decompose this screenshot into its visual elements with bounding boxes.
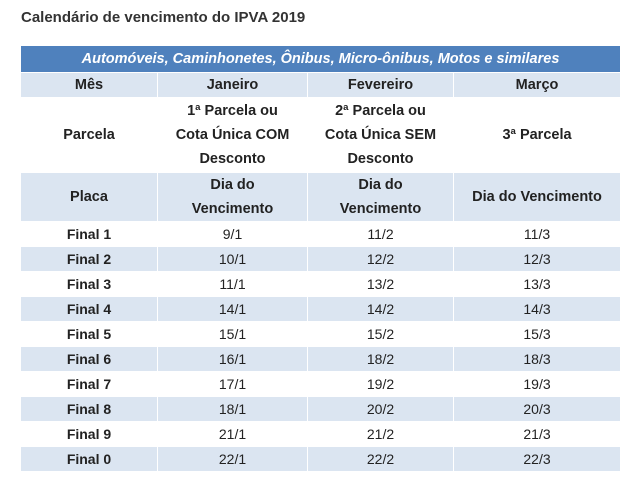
page-title: Calendário de vencimento do IPVA 2019 [21, 9, 306, 26]
parcela-february-line: Desconto [347, 151, 414, 167]
due-date-january: 11/1 [158, 272, 308, 297]
ipva-calendar-table [20, 45, 621, 472]
due-date-january: 21/1 [158, 422, 308, 447]
due-date-february: 20/2 [308, 397, 454, 422]
plate-final: Final 0 [21, 447, 158, 472]
plate-final: Final 9 [21, 422, 158, 447]
due-date-february: 22/2 [308, 447, 454, 472]
table-row [21, 322, 621, 347]
table-row [21, 347, 621, 372]
parcela-label: Parcela [21, 98, 158, 173]
due-day-march-line: Dia do Vencimento [472, 189, 602, 205]
plate-final: Final 7 [21, 372, 158, 397]
due-date-january: 18/1 [158, 397, 308, 422]
table-row [21, 422, 621, 447]
due-date-march: 12/3 [454, 247, 621, 272]
plate-final: Final 2 [21, 247, 158, 272]
month-march: Março [454, 73, 621, 98]
due-day-january-line: Dia do [210, 177, 255, 193]
month-january: Janeiro [158, 73, 308, 98]
plate-final: Final 5 [21, 322, 158, 347]
parcela-february-line: 2ª Parcela ou [335, 103, 426, 119]
due-day-january [158, 173, 308, 222]
table-row [21, 247, 621, 272]
parcela-january [158, 98, 308, 173]
due-date-february: 11/2 [308, 222, 454, 247]
plate-final: Final 6 [21, 347, 158, 372]
table-row [21, 297, 621, 322]
due-day-january-line: Vencimento [191, 201, 274, 217]
parcela-february-line: Cota Única SEM [324, 127, 437, 143]
table-row [21, 222, 621, 247]
plate-final: Final 3 [21, 272, 158, 297]
plate-final: Final 1 [21, 222, 158, 247]
due-date-february: 14/2 [308, 297, 454, 322]
table-row [21, 272, 621, 297]
table-row [21, 397, 621, 422]
due-date-january: 9/1 [158, 222, 308, 247]
parcela-january-line: Cota Única COM [175, 127, 290, 143]
placa-label: Placa [21, 173, 158, 222]
parcela-january-line: 1ª Parcela ou [187, 103, 278, 119]
parcela-february [308, 98, 454, 173]
parcela-header-row [21, 98, 621, 173]
due-date-march: 19/3 [454, 372, 621, 397]
due-date-january: 17/1 [158, 372, 308, 397]
month-header-row [21, 73, 621, 98]
parcela-january-line: Desconto [199, 151, 266, 167]
due-date-february: 12/2 [308, 247, 454, 272]
due-day-february-line: Vencimento [339, 201, 422, 217]
plate-final: Final 8 [21, 397, 158, 422]
mes-label: Mês [21, 73, 158, 98]
due-date-january: 14/1 [158, 297, 308, 322]
due-date-march: 11/3 [454, 222, 621, 247]
month-february: Fevereiro [308, 73, 454, 98]
due-date-january: 22/1 [158, 447, 308, 472]
due-date-january: 16/1 [158, 347, 308, 372]
due-date-february: 15/2 [308, 322, 454, 347]
due-date-march: 13/3 [454, 272, 621, 297]
due-date-march: 22/3 [454, 447, 621, 472]
due-date-february: 21/2 [308, 422, 454, 447]
due-date-february: 19/2 [308, 372, 454, 397]
due-date-february: 13/2 [308, 272, 454, 297]
due-date-march: 21/3 [454, 422, 621, 447]
due-date-january: 10/1 [158, 247, 308, 272]
plate-final: Final 4 [21, 297, 158, 322]
vehicle-category-banner: Automóveis, Caminhonetes, Ônibus, Micro-ônibus, Motos e similares [21, 46, 621, 73]
parcela-march [454, 98, 621, 173]
due-date-january: 15/1 [158, 322, 308, 347]
due-date-february: 18/2 [308, 347, 454, 372]
due-date-march: 15/3 [454, 322, 621, 347]
parcela-march-line: 3ª Parcela [502, 127, 572, 143]
due-day-march [454, 173, 621, 222]
due-date-march: 18/3 [454, 347, 621, 372]
due-day-february [308, 173, 454, 222]
table-row [21, 372, 621, 397]
due-day-february-line: Dia do [358, 177, 403, 193]
placa-header-row [21, 173, 621, 222]
due-date-march: 20/3 [454, 397, 621, 422]
table-row [21, 447, 621, 472]
due-date-march: 14/3 [454, 297, 621, 322]
